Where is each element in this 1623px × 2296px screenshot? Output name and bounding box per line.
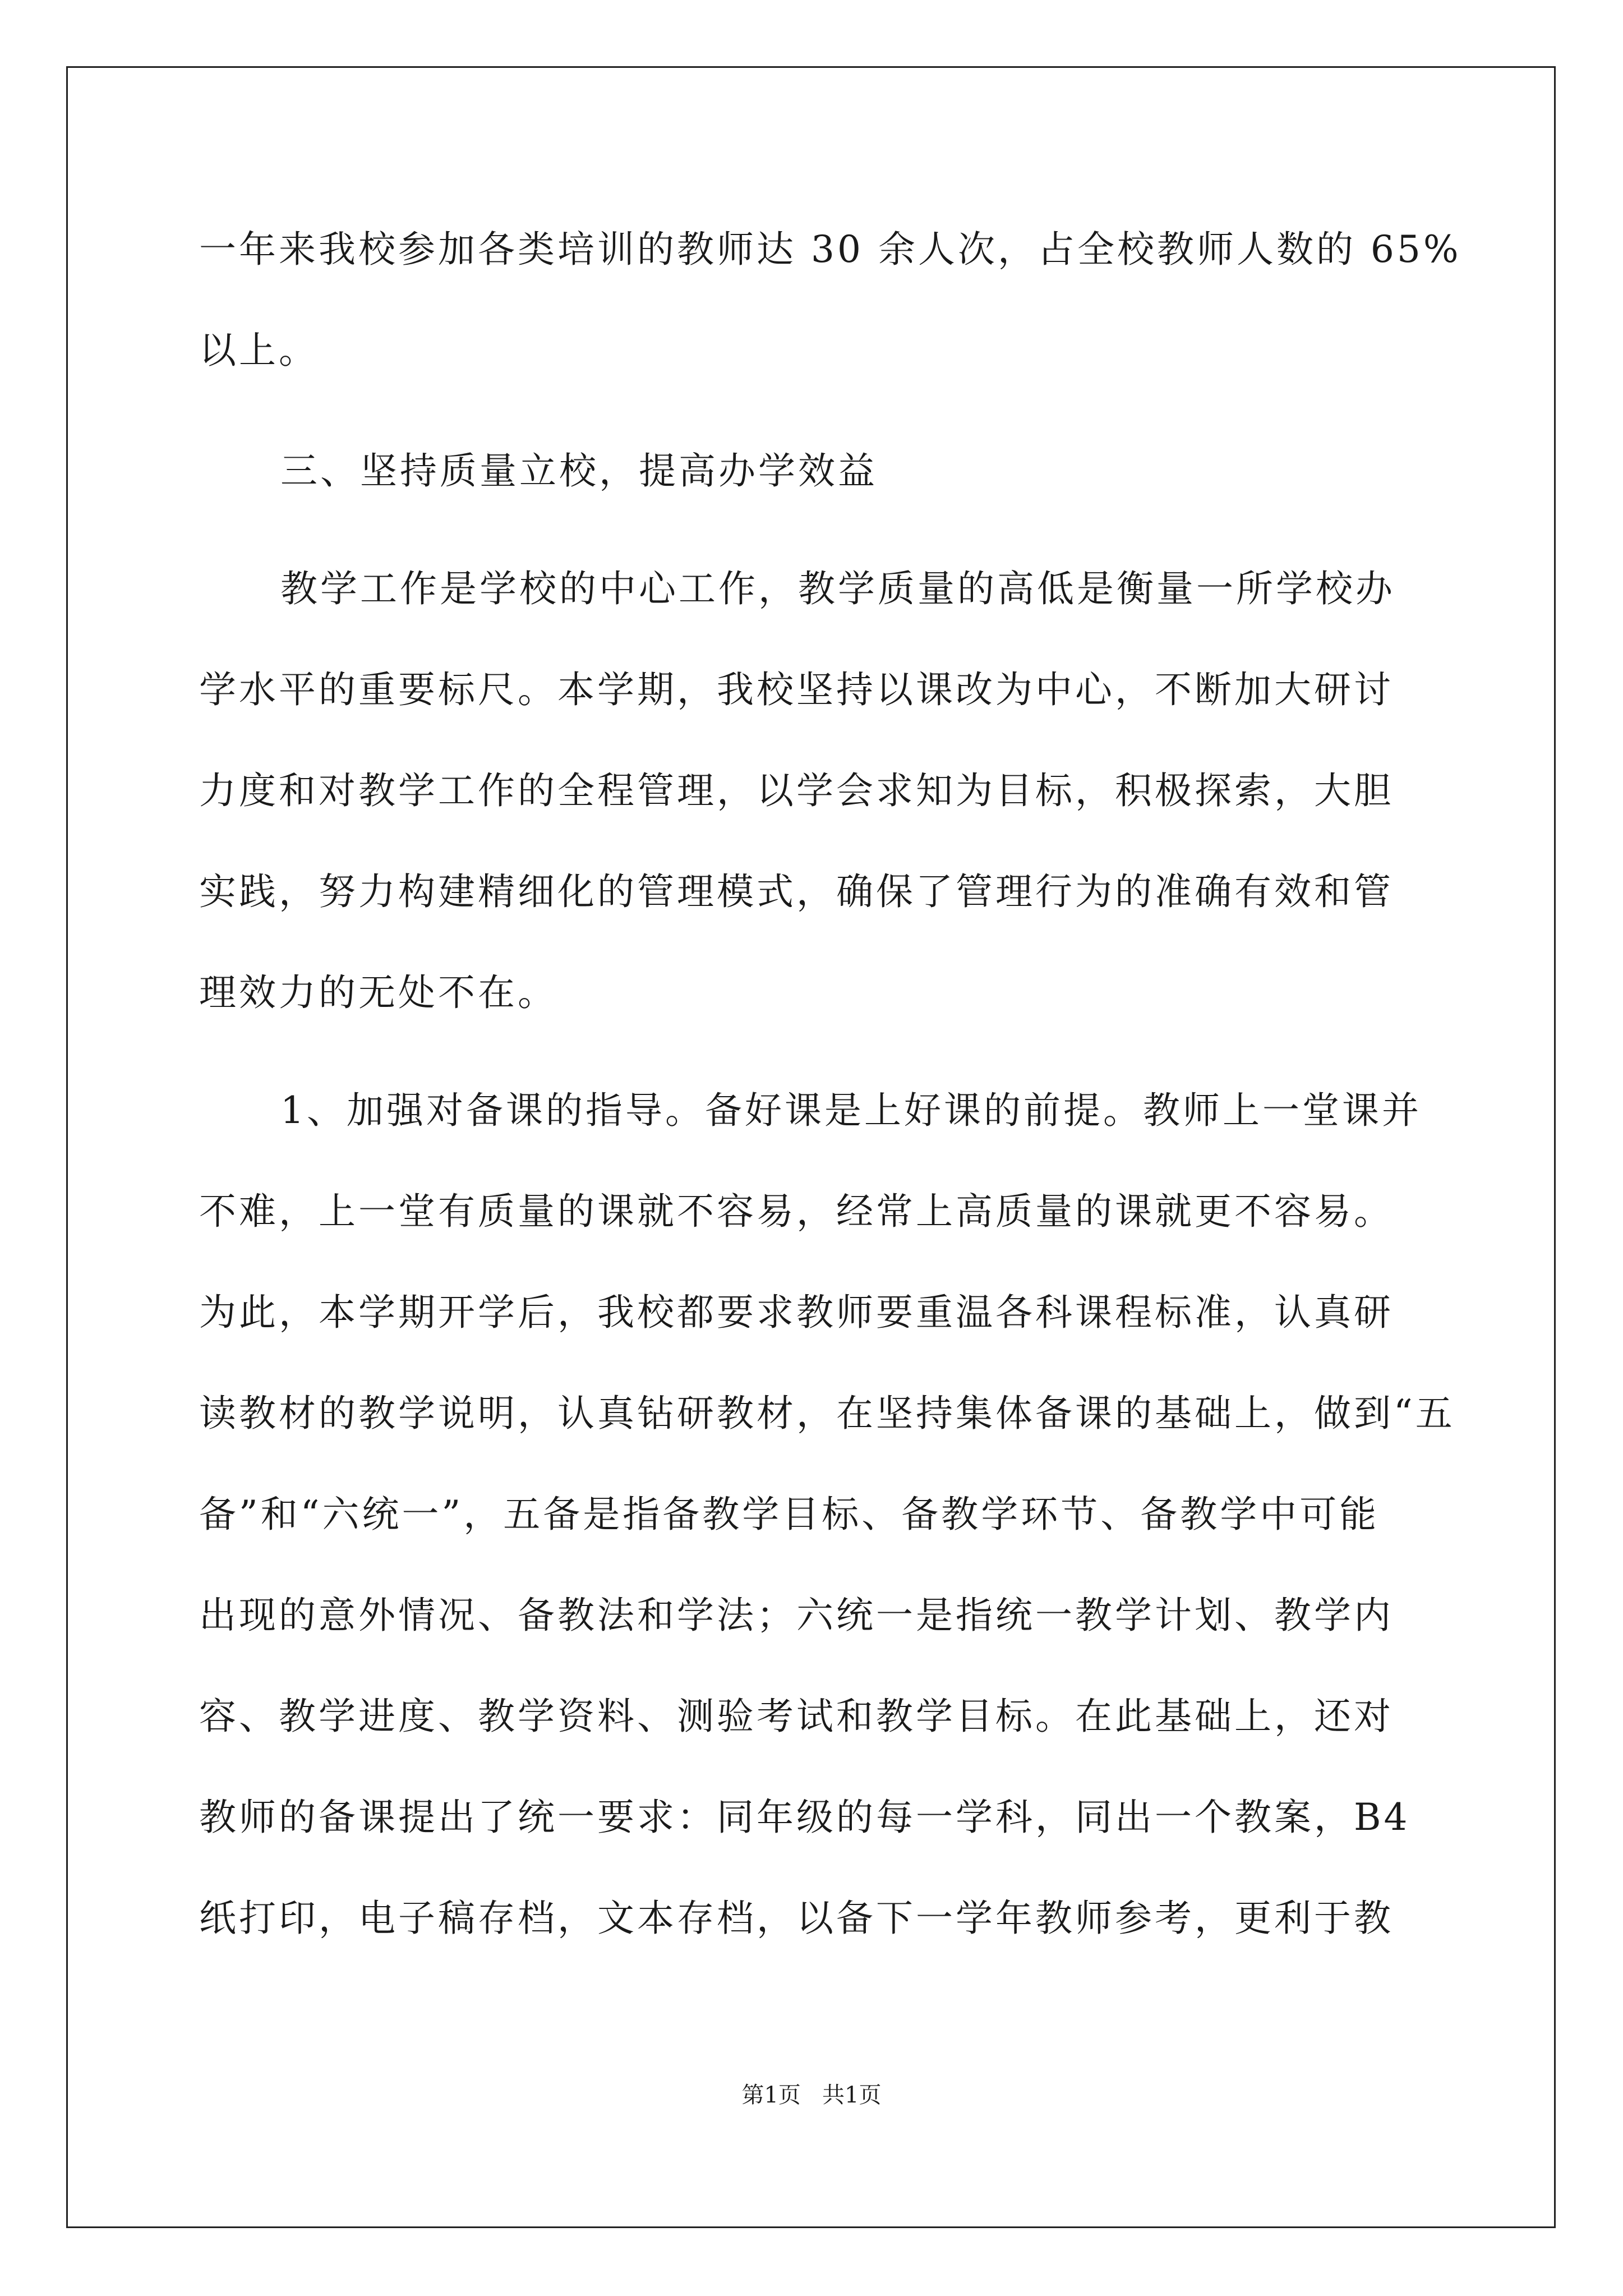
text-line-9: 1、加强对备课的指导。备好课是上好课的前提。教师上一堂课并 [280, 1089, 1422, 1132]
text-line-2: 以上。 [199, 329, 319, 372]
text-line-7: 实践，努力构建精细化的管理模式，确保了管理行为的准确有效和管 [199, 870, 1394, 913]
text-line-5: 学水平的重要标尺。本学期，我校坚持以课改为中心，不断加大研讨 [199, 668, 1394, 711]
text-line-6: 力度和对教学工作的全程管理，以学会求知为目标，积极探索，大胆 [199, 769, 1394, 812]
text-line-16: 教师的备课提出了统一要求：同年级的每一学科，同出一个教案，B4 [199, 1796, 1410, 1839]
text-line-11: 为此，本学期开学后，我校都要求教师要重温各科课程标准，认真研 [199, 1291, 1394, 1334]
page-footer: 第1页 共1页 [741, 2082, 882, 2108]
text-line-13: 备”和“六统一”，五备是指备教学目标、备教学环节、备教学中可能 [199, 1493, 1380, 1536]
text-line-17: 纸打印，电子稿存档，文本存档，以备下一学年教师参考，更利于教 [199, 1897, 1394, 1940]
text-line-10: 不难，上一堂有质量的课就不容易，经常上高质量的课就更不容易。 [199, 1190, 1394, 1233]
text-line-1: 一年来我校参加各类培训的教师达 30 余人次，占全校教师人数的 65% [199, 228, 1461, 271]
text-line-12: 读教材的教学说明，认真钻研教材，在坚持集体备课的基础上，做到“五 [199, 1392, 1455, 1435]
text-line-14: 出现的意外情况、备教法和学法；六统一是指统一教学计划、教学内 [199, 1594, 1394, 1637]
text-line-8: 理效力的无处不在。 [199, 971, 557, 1014]
text-line-4: 教学工作是学校的中心工作，教学质量的高低是衡量一所学校办 [280, 567, 1395, 610]
section-heading: 三、坚持质量立校，提高办学效益 [280, 449, 878, 493]
text-line-15: 容、教学进度、教学资料、测验考试和教学目标。在此基础上，还对 [199, 1695, 1394, 1738]
